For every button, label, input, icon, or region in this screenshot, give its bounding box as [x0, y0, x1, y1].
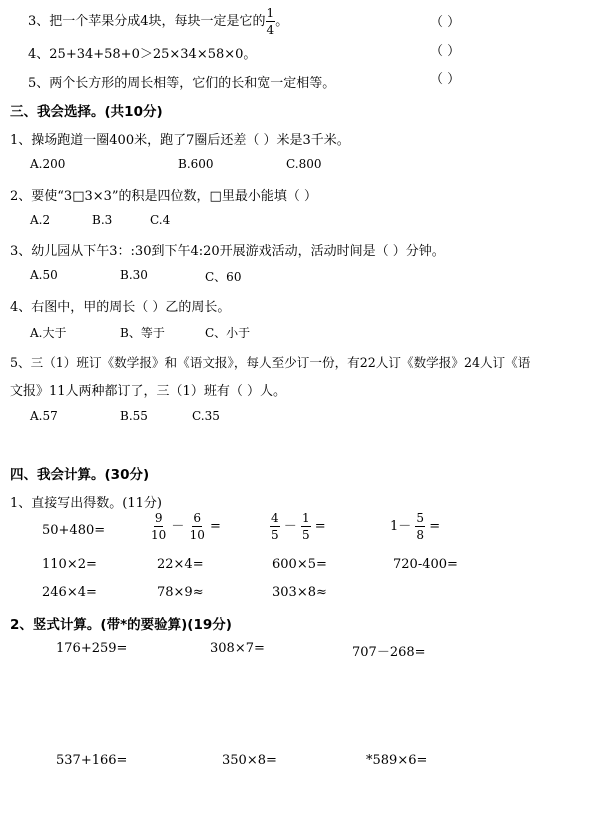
vertical-expr: 537+166= — [56, 753, 128, 768]
expr-one-minus-fraction: 1－ $\frac{5}{8}$ = — [390, 511, 441, 542]
option[interactable]: B.600 — [178, 157, 214, 171]
vertical-expr: 176+259= — [56, 641, 128, 656]
answer-paren[interactable]: （ ） — [430, 72, 461, 87]
section-title-choice: 三、我会选择。(共10分) — [10, 104, 163, 120]
option[interactable]: B.55 — [120, 409, 148, 423]
vertical-expr: 308×7= — [210, 641, 265, 656]
expr: 303×8≈ — [272, 585, 327, 600]
option[interactable]: B.30 — [120, 268, 148, 282]
vertical-expr: 350×8= — [222, 753, 277, 768]
answer-paren[interactable]: （ ） — [430, 15, 461, 30]
option[interactable]: A.50 — [30, 268, 58, 282]
expr-fraction-subtract: $\frac{4}{5}$ － $\frac{1}{5}$ = — [271, 511, 326, 542]
option[interactable]: B.3 — [92, 213, 113, 227]
option[interactable]: A.200 — [30, 157, 66, 171]
answer-paren[interactable]: （ ） — [430, 44, 461, 59]
choice-q3: 3、幼儿园从下午3：:30到下午4:20开展游戏活动，活动时间是（ ）分钟。 — [10, 244, 445, 259]
expr: 110×2= — [42, 557, 97, 572]
expr: 600×5= — [272, 557, 327, 572]
option[interactable]: A.2 — [30, 213, 51, 227]
option[interactable]: A.大于 — [30, 326, 67, 340]
vertical-expr: *589×6= — [366, 753, 428, 768]
tf-item-5: 5、两个长方形的周长相等，它们的长和宽一定相等。 — [28, 76, 336, 91]
expr: 22×4= — [157, 557, 204, 572]
vertical-expr: 707－268= — [352, 645, 426, 660]
fraction: $\frac{1}{4}$ — [266, 6, 275, 37]
option[interactable]: C.800 — [286, 157, 322, 171]
option[interactable]: A.57 — [30, 409, 58, 423]
expr-fraction-subtract: $\frac{9}{10}$ － $\frac{6}{10}$ = — [151, 511, 221, 542]
choice-q2: 2、要使“3□3×3”的积是四位数，□里最小能填（ ） — [10, 189, 317, 204]
option[interactable]: B、等于 — [120, 326, 165, 340]
expr: 50+480= — [42, 523, 106, 538]
choice-q5-line1: 5、三（1）班订《数学报》和《语文报》，每人至少订一份，有22人订《数学报》24人订《语 — [10, 355, 531, 370]
option[interactable]: C.35 — [192, 409, 220, 423]
choice-q4: 4、右图中，甲的周长（ ）乙的周长。 — [10, 300, 231, 315]
choice-q5-line2: 文报》11人两种都订了，三（1）班有（ ）人。 — [10, 384, 286, 399]
tf-item-3: 3、把一个苹果分成4块，每块一定是它的 $\frac{1}{4}$ 。 — [28, 6, 289, 37]
subsection-direct: 1、直接写出得数。(11分) — [10, 496, 162, 511]
subsection-vertical: 2、竖式计算。(带*的要验算)(19分) — [10, 617, 232, 633]
option[interactable]: C、小于 — [205, 326, 251, 340]
choice-q1: 1、操场跑道一圈400米，跑了7圈后还差（ ）米是3千米。 — [10, 133, 350, 148]
section-title-calc: 四、我会计算。(30分) — [10, 467, 150, 483]
option[interactable]: C、60 — [205, 270, 242, 284]
tf-item-4: 4、25+34+58+0＞25×34×58×0。 — [28, 47, 257, 62]
expr: 78×9≈ — [157, 585, 204, 600]
expr: 720-400= — [393, 557, 458, 572]
expr: 246×4= — [42, 585, 97, 600]
option[interactable]: C.4 — [150, 213, 171, 227]
